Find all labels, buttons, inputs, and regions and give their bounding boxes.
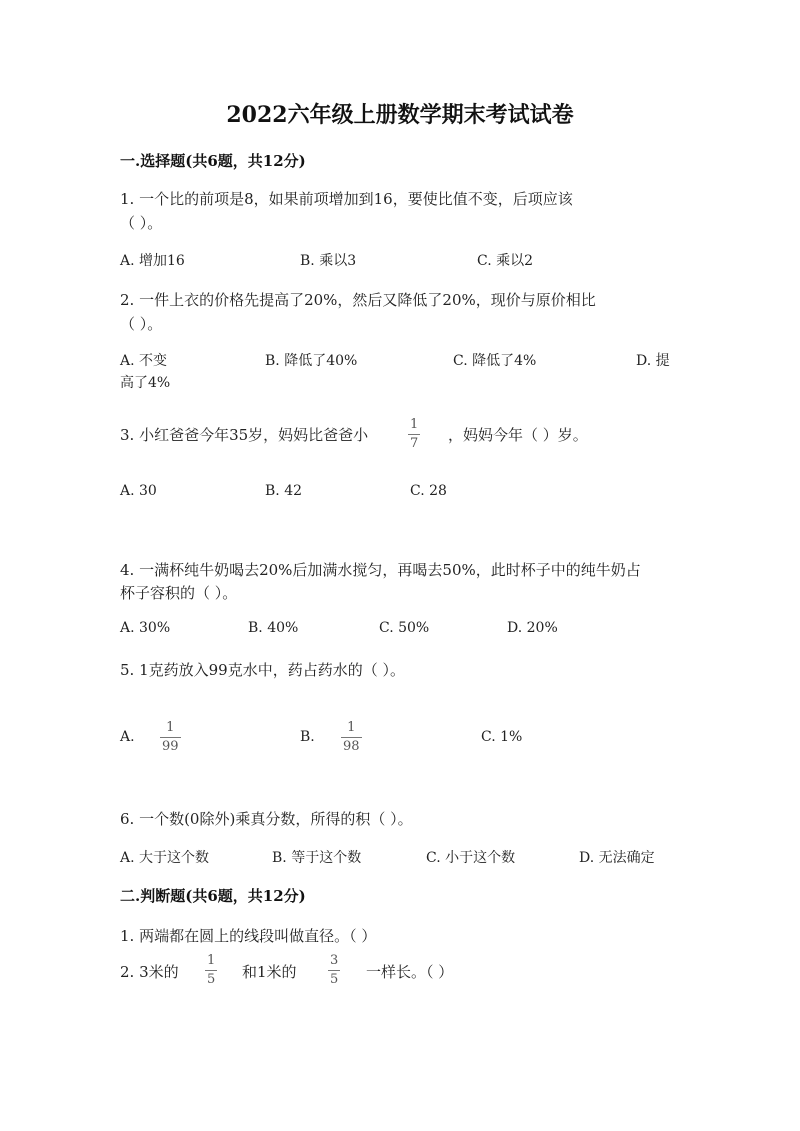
question-1-text: 1. 一个比的前项是8，如果前项增加到16，要使比值不变，后项应该 [120, 190, 573, 208]
question-3-option-c: C. 28 [410, 483, 447, 499]
question-5-option-c: C. 1% [481, 729, 523, 745]
section-heading-judgment: 二.判断题(共6题，共12分) [120, 887, 306, 905]
judgment-1-text: 1. 两端都在圆上的线段叫做直径。（ ） [120, 927, 377, 945]
question-6-option-b: B. 等于这个数 [272, 850, 362, 866]
question-4-blank: 杯子容积的（ ）。 [120, 584, 238, 602]
question-4-option-c: C. 50% [379, 620, 430, 636]
judgment-2-part1: 2. 3米的 [120, 963, 179, 981]
judgment-2-part3: 一样长。（ ） [366, 963, 454, 981]
fraction-numerator: 3 [330, 953, 339, 968]
fraction-denominator: 98 [343, 739, 360, 754]
fraction-numerator: 1 [166, 720, 175, 735]
question-5-text: 5. 1克药放入99克水中，药占药水的（ ）。 [120, 661, 405, 679]
question-2-option-a: A. 不变 [120, 353, 168, 369]
question-2-option-c: C. 降低了4% [453, 353, 537, 369]
fraction-bar [205, 970, 217, 971]
question-3-option-b: B. 42 [265, 483, 303, 499]
judgment-2-part2: 和1米的 [242, 963, 297, 981]
question-4-option-d: D. 20% [507, 620, 558, 636]
fraction-denominator: 5 [207, 972, 216, 987]
section-heading-choice: 一.选择题(共6题，共12分) [120, 152, 306, 170]
question-3-option-a: A. 30 [120, 483, 157, 499]
question-1-option-a: A. 增加16 [120, 253, 185, 269]
fraction-one-seventh [408, 418, 420, 451]
page-title: 2022六年级上册数学期末考试试卷 [226, 102, 574, 128]
question-3-text-after: ，妈妈今年（ ）岁。 [448, 426, 588, 444]
question-4-text: 4. 一满杯纯牛奶喝去20%后加满水搅匀，再喝去50%，此时杯子中的纯牛奶占 [120, 561, 641, 579]
question-1-option-c: C. 乘以2 [477, 253, 534, 269]
question-5-option-b-label: B. [300, 729, 315, 745]
fraction-bar [160, 737, 181, 738]
question-6-option-a: A. 大于这个数 [120, 850, 210, 866]
question-6-option-c: C. 小于这个数 [426, 850, 516, 866]
fraction-one-ninety-ninth [160, 721, 181, 754]
question-6-text: 6. 一个数(0除外)乘真分数，所得的积（ ）。 [120, 810, 413, 828]
fraction-denominator: 99 [162, 739, 179, 754]
question-2-option-d: D. 提 [636, 353, 670, 369]
fraction-bar [408, 434, 420, 435]
question-2-text: 2. 一件上衣的价格先提高了20%，然后又降低了20%，现价与原价相比 [120, 291, 596, 309]
fraction-denominator: 5 [330, 972, 339, 987]
question-5-option-a-label: A. [120, 729, 135, 745]
question-1-blank: （ ）。 [120, 214, 163, 232]
fraction-numerator: 1 [410, 417, 419, 432]
question-3-text: 3. 小红爸爸今年35岁，妈妈比爸爸小 [120, 426, 369, 444]
fraction-three-fifths [328, 954, 340, 987]
question-2-blank: （ ）。 [120, 315, 163, 333]
question-2-option-b: B. 降低了40% [265, 353, 358, 369]
fraction-one-fifth [205, 954, 217, 987]
question-4-option-b: B. 40% [248, 620, 299, 636]
question-6-option-d: D. 无法确定 [579, 850, 655, 866]
fraction-bar [328, 970, 340, 971]
question-2-option-d-cont: 高了4% [120, 375, 171, 391]
fraction-numerator: 1 [347, 720, 356, 735]
fraction-bar [341, 737, 362, 738]
fraction-one-ninety-eighth [341, 721, 362, 754]
question-4-option-a: A. 30% [120, 620, 171, 636]
question-1-option-b: B. 乘以3 [300, 253, 357, 269]
fraction-denominator: 7 [410, 436, 419, 451]
fraction-numerator: 1 [207, 953, 216, 968]
